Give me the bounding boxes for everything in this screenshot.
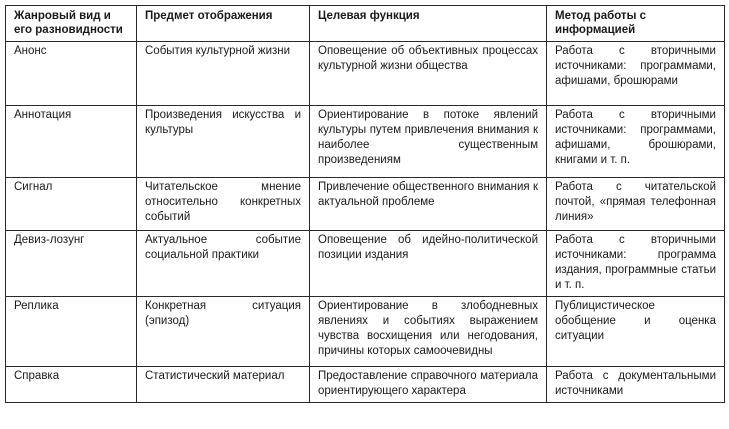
header-genre: Жанровый вид и его разновидности <box>6 6 137 42</box>
header-subject: Предмет отображения <box>137 6 310 42</box>
table-row <box>6 178 725 231</box>
cell-function: Оповещение об объективных процессах культурной жизни общества <box>310 42 547 106</box>
cell-function: Ориентирование в злободневных явлениях и событиях выражением чувства восхищения или негодования, причины которых самоочевидны <box>310 297 547 367</box>
cell-method: Работа с вторичными источниками: программами, афишами, брошюрами, книгами и т. п. <box>547 106 725 178</box>
cell-method: Работа с читательской почтой, «прямая телефонная линия» <box>547 178 725 231</box>
cell-subject: Конкретная ситуация (эпизод) <box>137 297 310 367</box>
cell-function: Оповещение об идейно-политической позиции издания <box>310 231 547 297</box>
table-row <box>6 42 725 106</box>
table-row <box>6 231 725 297</box>
cell-subject: Произведения искусства и культуры <box>137 106 310 178</box>
table-row <box>6 297 725 367</box>
cell-function: Привлечение общественного внимания к актуальной проблеме <box>310 178 547 231</box>
table-row <box>6 367 725 403</box>
cell-method: Публицистическое обобщение и оценка ситуации <box>547 297 725 367</box>
header-function: Целевая функция <box>310 6 547 42</box>
cell-genre: Реплика <box>6 297 137 367</box>
cell-function: Предоставление справочного материала ориентирующего характера <box>310 367 547 403</box>
cell-genre: Сигнал <box>6 178 137 231</box>
cell-genre: Девиз-лозунг <box>6 231 137 297</box>
header-method: Метод работы с информацией <box>547 6 725 42</box>
genre-table <box>5 5 725 403</box>
table-header-row <box>6 6 725 42</box>
cell-method: Работа с вторичными источниками: программами, афишами, брошюрами <box>547 42 725 106</box>
cell-genre: Аннотация <box>6 106 137 178</box>
cell-method: Работа с вторичными источниками: программа издания, программные статьи и т. п. <box>547 231 725 297</box>
genre-table-container <box>5 5 724 403</box>
cell-subject: Актуальное событие социальной практики <box>137 231 310 297</box>
table-row <box>6 106 725 178</box>
cell-function: Ориентирование в потоке явлений культуры путем привлечения внимания к наиболее существенным произведениям <box>310 106 547 178</box>
cell-subject: Читательское мнение относительно конкретных событий <box>137 178 310 231</box>
cell-subject: Статистический материал <box>137 367 310 403</box>
cell-subject: События культурной жизни <box>137 42 310 106</box>
cell-genre: Справка <box>6 367 137 403</box>
cell-genre: Анонс <box>6 42 137 106</box>
cell-method: Работа с документальными источниками <box>547 367 725 403</box>
